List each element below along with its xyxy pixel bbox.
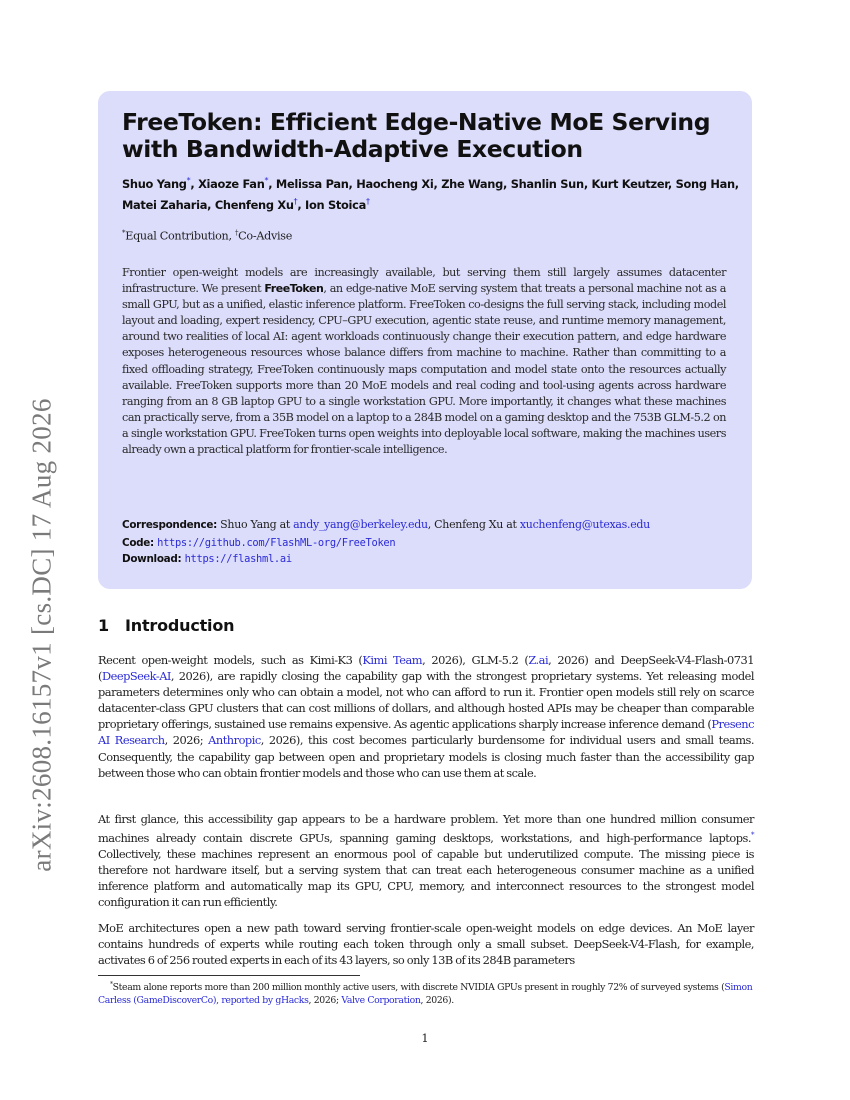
paragraph-2-end: Collectively, these machines represent an enormous pool of capable but underutilized compute. The missing piece is therefore not hardware itself, but a serving system that can treat each heterogeneous consumer machine as a unified inference platform and automatically map its GPU, CPU, memory, and interconnect resources to the strongest model configuration it can run efficiently. [98, 846, 754, 910]
section-number: 1 [98, 616, 109, 635]
intro-paragraph-3: MoE architectures open a new path toward serving frontier-scale open-weight models on edge devices. An MoE layer contains hundreds of experts while routing each token through only a small subset. DeepSeek-V4-Flash, for example, activates 6 of 256 routed experts in each of its 43 layers, so only 13B of its 284B parameters [98, 921, 754, 968]
author-name-text: Ion Stoica [305, 197, 367, 212]
author-name [305, 198, 370, 212]
author-separator: , [502, 176, 508, 191]
author-name-text: Shanlin Sun [510, 176, 584, 191]
author-name-text: Chenfeng Xu [214, 197, 294, 212]
author-name-text: Matei Zaharia [122, 197, 208, 212]
author-name [511, 177, 588, 191]
author-mark: * [186, 176, 191, 185]
contribution-note [122, 229, 292, 243]
footnote-text: Steam alone reports more than 200 million monthly active users, with discrete NVIDIA GPUs present in roughly 72% of surveyed systems ( [112, 982, 725, 994]
author-mark: * [264, 176, 269, 185]
download-label: Download: [122, 553, 182, 565]
coadvise-mark: † [234, 229, 239, 237]
email-link-yang[interactable]: andy_yang@berkeley.edu [293, 518, 428, 531]
system-name: FreeToken [264, 282, 324, 296]
correspondence-label: Correspondence: [122, 519, 217, 531]
author-name [276, 177, 353, 191]
download-link[interactable]: https://flashml.ai [184, 553, 292, 565]
correspondence-separator: , Chenfeng Xu at [427, 518, 517, 531]
abstract-part1: Frontier open-weight models are increasingly available, but serving them still largely assumes datacenter infrastructure. We present [122, 266, 726, 296]
arxiv-sidebar [17, 380, 67, 890]
footnote-end: , 2026). [420, 995, 454, 1007]
author-name [356, 177, 437, 191]
author-separator: , [268, 176, 273, 191]
abstract-text [122, 265, 726, 458]
author-separator: , [667, 176, 672, 191]
author-name [122, 177, 194, 191]
correspondence-name: Shuo Yang at [220, 518, 290, 531]
author-separator: , [190, 176, 195, 191]
author-list [122, 172, 742, 214]
abstract-part2: , an edge-native MoE serving system that treats a personal machine not as a small GPU, but as a unified, elastic inference platform. FreeToken co-designs the full serving stack, including model layout and loading, expert residency, CPU–GPU execution, agentic state reuse, and runtime memory management, around two realities of local AI: agent workloads continuously change their execution pattern, and edge hardware exposes heterogeneous resources whose balance differs from machine to machine. Rather than committing to a fixed offloading strategy, FreeToken continuously maps computation and model state onto the resources actually available. FreeToken supports more than 20 MoE models and real coding and tool-using agents across hardware ranging from an 8 GB laptop GPU to a single workstation GPU. More importantly, it changes what these machines can practically serve, from a 35B model on a laptop to a 284B model on a gaming desktop and the 753B GLM-5.2 on a single workstation GPU. FreeToken turns open weights into deployable local software, making the machines users already own a practical platform for frontier-scale intelligence. [122, 282, 726, 457]
footnote-divider [98, 975, 360, 976]
author-separator: , [207, 197, 212, 212]
arxiv-identifier: arXiv:2608.16157v1 [cs.DC] 17 Aug 2026 [26, 398, 57, 872]
author-name [441, 177, 507, 191]
author-separator: , [583, 176, 588, 191]
paragraph-text: , 2026), this cost becomes particularly burdensome for individual users and small teams. Consequently, the capability gap between open and proprietary models is closing much faster than the accessibility gap between those who can obtain frontier models and those who can use them at scale. [98, 733, 754, 780]
author-name-text: Song Han [675, 176, 735, 191]
footnote-mark: * [110, 981, 113, 988]
author-name [592, 177, 672, 191]
author-separator: , [433, 176, 438, 191]
citation-link[interactable]: Presenc AI Research [98, 717, 754, 748]
paragraph-text: , 2026; [164, 733, 209, 748]
author-name-text: Shuo Yang [122, 176, 187, 191]
paragraph-text: , 2026), are rapidly closing the capability gap with the strongest proprietary systems. Yet releasing model parameters determines only who can obtain a model, not who can afford to run it. Frontier open models still rely on scarce datacenter-class GPU clusters that can cost millions of dollars, and although hosted APIs may be cheaper than comparable proprietary offerings, sustained use remains expensive. As agentic applications sharply increase inference demand ( [98, 669, 754, 732]
author-name [122, 198, 211, 212]
author-mark: † [366, 196, 370, 206]
code-line [122, 535, 742, 551]
author-name [198, 177, 272, 191]
author-name-text: Melissa Pan [275, 176, 349, 191]
section-title: Introduction [125, 616, 235, 635]
author-name [215, 198, 302, 212]
author-mark: † [293, 196, 298, 206]
coadvise-label: Co-Advise [238, 229, 293, 243]
email-link-xu[interactable]: xuchenfeng@utexas.edu [519, 518, 650, 531]
author-separator: , [297, 197, 302, 212]
footnote-link-gdco[interactable]: Simon Carless (GameDiscoverCo), reported by gHacks [98, 982, 753, 1007]
paper-title: FreeToken: Efficient Edge-Native MoE Serving with Bandwidth-Adaptive Execution [122, 108, 711, 163]
footnote-mid: , 2026; [308, 995, 342, 1007]
page-number: 1 [421, 1031, 429, 1045]
author-separator: , [734, 176, 739, 191]
citation-link[interactable]: Kimi Team [362, 653, 423, 667]
correspondence-line [122, 517, 742, 533]
footnote [98, 978, 754, 1007]
footnote-reference[interactable]: * [751, 831, 754, 840]
citation-link[interactable]: Z.ai [528, 653, 549, 667]
footnote-link-valve[interactable]: Valve Corporation [341, 995, 421, 1007]
citation-link[interactable]: DeepSeek-AI [101, 669, 171, 684]
paragraph-text: , 2026) and DeepSeek-V4-Flash-0731 ( [98, 653, 754, 684]
paragraph-2-start: At first glance, this accessibility gap appears to be a hardware problem. Yet more than one hundred million consumer machines already contain discrete GPUs, spanning gaming desktops, workstations, and high-performance laptops. [98, 812, 754, 845]
download-line [122, 551, 742, 567]
author-name-text: Xiaoze Fan [198, 176, 265, 191]
author-separator: , [348, 176, 353, 191]
intro-paragraph-1 [98, 652, 754, 781]
intro-paragraph-2 [98, 811, 754, 910]
author-name-text: Zhe Wang [441, 176, 503, 191]
code-label: Code: [122, 537, 154, 549]
abstract-box [98, 91, 752, 589]
author-name-text: Haocheng Xi [356, 176, 434, 191]
paragraph-text: , 2026), GLM-5.2 ( [422, 653, 529, 667]
citation-link[interactable]: Anthropic [208, 733, 261, 748]
equal-label: Equal Contribution, [125, 229, 232, 243]
author-name-text: Kurt Keutzer [591, 176, 668, 191]
section-heading [98, 616, 234, 635]
author-name [676, 177, 739, 191]
code-link[interactable]: https://github.com/FlashML-org/FreeToken [157, 537, 396, 549]
equal-mark: * [122, 229, 126, 237]
paragraph-text: Recent open-weight models, such as Kimi-K3 ( [98, 653, 363, 667]
